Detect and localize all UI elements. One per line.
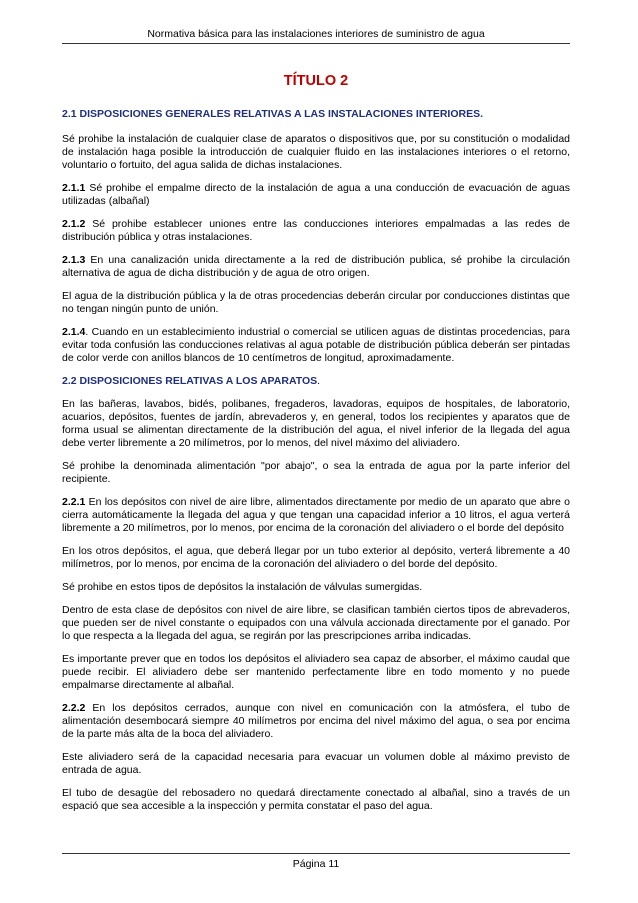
section-heading-text: 2.2 DISPOSICIONES RELATIVAS A LOS APARATOS <box>62 375 318 387</box>
document-title: TÍTULO 2 <box>283 73 349 89</box>
paragraph-2-1-3 <box>62 254 570 280</box>
clause-text: En una canalización unida directamente a la red de distribución publica, sé prohibe la circulación alternativa de agua de dicha distribución y de agua de otro origen. <box>62 254 570 279</box>
paragraph-2-2-intro: En las bañeras, lavabos, bidés, polibanes, fregaderos, lavadoras, equipos de hospitales, de laboratorio, acuarios, depósitos, fuentes de jardín, abrevaderos y, en general, todos los recipientes y aparatos que de forma usual se alimentan directamente de la distribución del agua, el nivel inferior de la llegada del agua debe verter libremente a 20 milímetros, por lo menos, del nivel máximo del aliviadero. <box>62 398 570 449</box>
paragraph-2-1-1 <box>62 182 570 208</box>
clause-number: 2.1.1 <box>62 182 86 194</box>
clause-number: 2.1.3 <box>62 254 86 266</box>
paragraph-2-2-1-d: Dentro de esta clase de depósitos con nivel de aire libre, se clasifican también ciertos tipos de abrevaderos, que pueden ser de nivel constante o equipados con una válvula accionada directamente por el ganado. Por lo que respecta a la llegada del agua, se regirán por las prescripciones arriba indicadas. <box>62 604 570 642</box>
clause-text: . Cuando en un establecimiento industrial o comercial se utilicen aguas de distintas procedencias, para evitar toda confusión las conducciones relativas al agua potable de distribución pública deberán ser pintadas de color verde con anillos blancos de 10 centímetros de longitud, aproximadamente. <box>62 326 570 364</box>
page-number: Página 11 <box>292 858 340 870</box>
clause-text: En los depósitos cerrados, aunque con nivel en comunicación con la atmósfera, el tubo de alimentación desembocará siempre 40 milímetros por encima del nivel máximo del agua, o sea por encima de la parte más alta de la boca del aliviadero. <box>62 702 570 740</box>
paragraph-2-2-2-b: Este aliviadero será de la capacidad necesaria para evacuar un volumen doble al máximo previsto de entrada de agua. <box>62 751 570 776</box>
section-heading-2-2 <box>62 375 570 388</box>
paragraph-2-2-feed: Sé prohibe la denominada alimentación "por abajo", o sea la entrada de agua por la parte inferior del recipiente. <box>62 460 570 485</box>
clause-number: 2.1.2 <box>62 218 86 230</box>
paragraph-2-2-1-c: Sé prohibe en estos tipos de depósitos la instalación de válvulas sumergidas. <box>62 581 423 593</box>
paragraph-2-2-2 <box>62 702 570 741</box>
clause-text: Sé prohibe el empalme directo de la instalación de agua a una conducción de evacuación de aguas utilizadas (albañal) <box>62 182 570 207</box>
paragraph-2-2-1 <box>62 496 570 535</box>
clause-number: 2.1.4 <box>62 326 86 338</box>
paragraph-2-2-1-b: En los otros depósitos, el agua, que deberá llegar por un tubo exterior al depósito, verterá libremente a 40 milímetros, por lo menos, por encima de la coronación del aliviadero o del borde del depósito. <box>62 545 570 570</box>
section-heading-2-1: 2.1 DISPOSICIONES GENERALES RELATIVAS A LAS INSTALACIONES INTERIORES. <box>62 108 484 120</box>
footer-rule <box>62 853 570 854</box>
section-heading-dot: . <box>317 375 321 387</box>
paragraph-2-2-2-c: El tubo de desagüe del rebosadero no quedará directamente conectado al albañal, sino a través de un espació que sea accesible a la inspección y permita constatar el paso del agua. <box>62 787 570 812</box>
paragraph-2-1-intro: Sé prohibe la instalación de cualquier clase de aparatos o dispositivos que, por su constitución o modalidad de instalación haga posible la introducción de cualquier fluido en las instalaciones interiores o el retorno, voluntario o fortuito, del agua salida de dichas instalaciones. <box>62 133 570 171</box>
paragraph-2-1-4 <box>62 326 570 365</box>
running-header: Normativa básica para las instalaciones interiores de suministro de agua <box>147 28 485 40</box>
clause-text: Sé prohibe establecer uniones entre las conducciones interiores empalmadas a las redes de distribución pública y otras instalaciones. <box>62 218 570 243</box>
document-body <box>62 108 570 823</box>
paragraph-2-1-3-extra: El agua de la distribución pública y la de otras procedencias deberán circular por conducciones distintas que no tengan ningún punto de unión. <box>62 290 570 315</box>
paragraph-2-2-1-e: Es importante prever que en todos los depósitos el aliviadero sea capaz de absorber, el máximo caudal que puede recibir. El aliviadero debe ser mantenido perfectamente libre en todo momento y no puede empalmarse directamente al albañal. <box>62 653 570 691</box>
clause-number: 2.2.1 <box>62 496 86 508</box>
clause-text: En los depósitos con nivel de aire libre, alimentados directamente por medio de un aparato que abre o cierra automáticamente la llegada del agua y que tengan una capacidad inferior a 10 litros, el agua verterá libremente a 20 milímetros, por lo menos, por encima de la coronación del aliviadero o el borde del depósito <box>62 496 570 534</box>
paragraph-2-1-2 <box>62 218 570 244</box>
clause-number: 2.2.2 <box>62 702 86 714</box>
header-rule <box>62 43 570 44</box>
